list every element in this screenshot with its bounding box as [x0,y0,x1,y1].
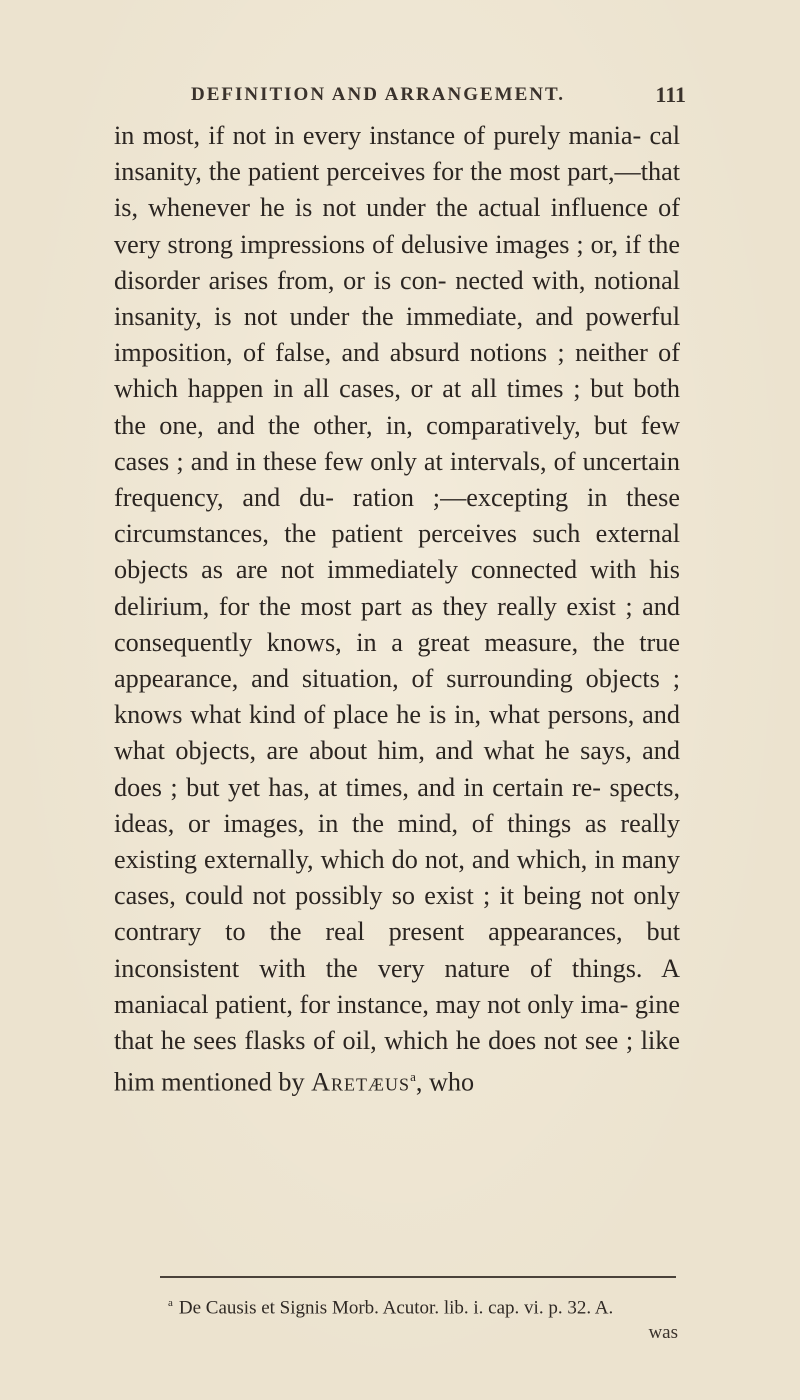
running-head [118,82,686,114]
body-text-tail: , who [415,1068,475,1098]
body-text-main: in most, if not in every instance of purely mania- cal insanity, the patient perceives for the most part,—that is, whenever he is not under the actual influence of very strong impressions of delusive images ; or, if the disorder arises from, or is con- nected with, notional insanity, is not under the immediate, and powerful imposition, of false, and absurd notions ; neither of which happen in all cases, or at all times ; but both the one, and the other, in, comparatively, but few cases ; and in these few only at intervals, of uncertain frequency, and du- ration ;—excepting in these circumstances, the patient perceives such external objects as are not immediately connected with his delirium, for the most part as they really exist ; and consequently knows, in a great measure, the true appearance, and situation, of surrounding objects ; knows what kind of place he is in, what persons, and what objects, are about him, and what he says, and does ; but yet has, at times, and in certain re- spects, ideas, or images, in the mind, of things as really existing externally, which do not, and which, in many cases, could not possibly so exist ; it being not only contrary to the real present appearances, but inconsistent with the very nature of things. A maniacal patient, for instance, may not only ima- gine that he sees flasks of oil, which he does not see ; like him mentioned by [114,121,680,1098]
footnote-marker: a [168,1297,173,1309]
footnote-text: De Causis et Signis Morb. Acutor. lib. i. cap. vi. p. 32. A. [178,1297,614,1319]
author-name: Aretæus [311,1068,411,1098]
footnote [168,1290,688,1321]
footnote-rule [160,1276,676,1278]
running-title: DEFINITION AND ARRANGEMENT. [190,84,566,105]
footnote-reference: a [410,1069,416,1085]
page-number: 111 [655,82,686,107]
catchword: was [648,1322,678,1343]
body-paragraph [114,118,680,1101]
